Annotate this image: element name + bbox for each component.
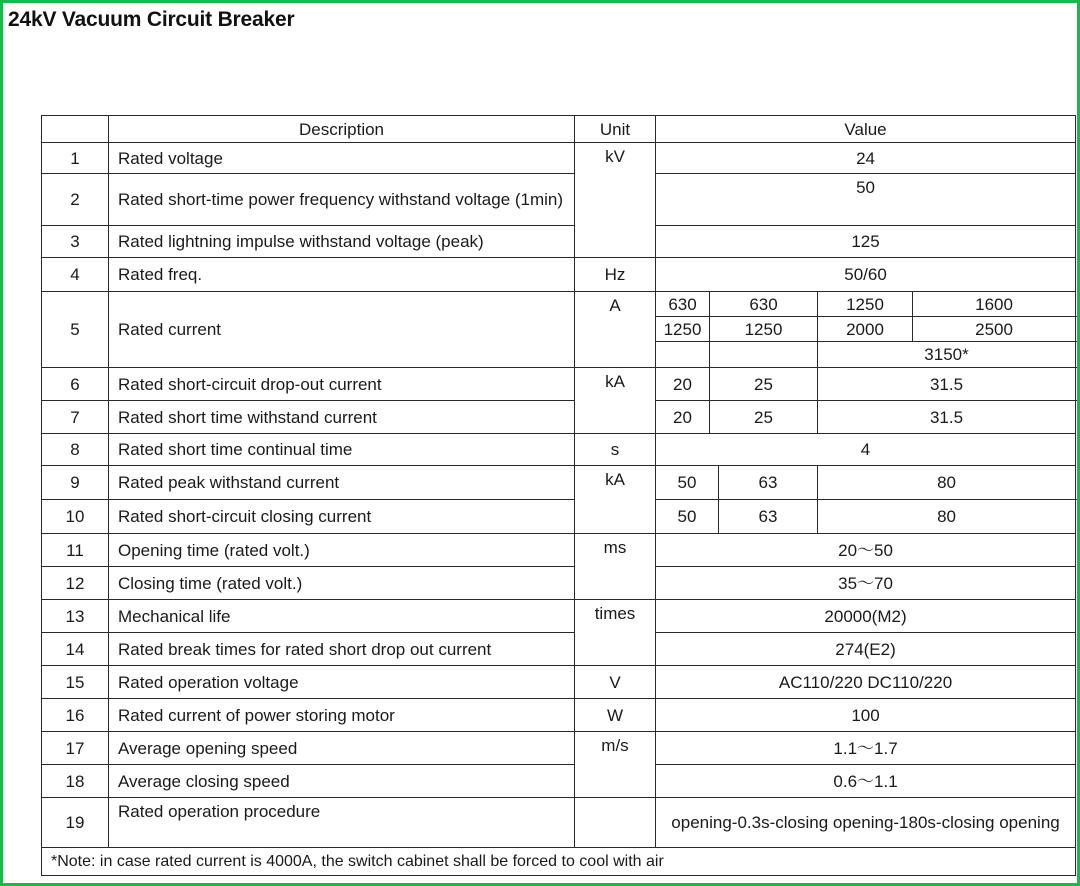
row-number: 15 (42, 666, 109, 699)
table-row (42, 534, 1076, 567)
table-row (42, 600, 1076, 633)
table-row (42, 633, 1076, 666)
row-number: 17 (42, 732, 109, 765)
row-description: Average closing speed (109, 765, 575, 798)
row-unit: W (575, 699, 656, 732)
row-number: 6 (42, 368, 109, 401)
table-row (42, 292, 1076, 317)
row-value: 50 (656, 466, 719, 500)
table-row (42, 567, 1076, 600)
row-value: 31.5 (818, 368, 1076, 401)
row-unit: times (575, 600, 656, 666)
row-number: 9 (42, 466, 109, 500)
row-value: 25 (710, 368, 818, 401)
row-unit: Hz (575, 258, 656, 292)
row-value: 80 (818, 500, 1076, 534)
row-description: Rated short-circuit drop-out current (109, 368, 575, 401)
row-description: Rated peak withstand current (109, 466, 575, 500)
row-number: 14 (42, 633, 109, 666)
table-note-row (42, 848, 1076, 876)
row-unit: s (575, 434, 656, 466)
rated-current-value: 1600 (913, 292, 1076, 317)
row-value: 50 (656, 500, 719, 534)
table-row (42, 732, 1076, 765)
row-value: opening-0.3s-closing opening-180s-closing opening (656, 798, 1076, 848)
table-row (42, 699, 1076, 732)
table-row (42, 434, 1076, 466)
row-unit: kA (575, 466, 656, 534)
row-unit: V (575, 666, 656, 699)
table-row (42, 401, 1076, 434)
table-row (42, 143, 1076, 174)
row-value: 4 (656, 434, 1076, 466)
row-description: Rated voltage (109, 143, 575, 174)
table-row (42, 765, 1076, 798)
row-description: Rated lightning impulse withstand voltage (peak) (109, 226, 575, 258)
row-number: 10 (42, 500, 109, 534)
row-unit: ms (575, 534, 656, 600)
row-description: Rated current of power storing motor (109, 699, 575, 732)
row-number: 19 (42, 798, 109, 848)
row-unit (575, 798, 656, 848)
spec-table (41, 115, 1076, 876)
row-description: Rated operation procedure (109, 798, 575, 848)
rated-current-value: 1250 (656, 317, 710, 342)
row-unit: kA (575, 368, 656, 434)
table-row (42, 368, 1076, 401)
row-value: 125 (656, 226, 1076, 258)
rated-current-value: 3150* (818, 342, 1076, 368)
table-row (42, 666, 1076, 699)
table-row (42, 174, 1076, 226)
row-description: Rated short-time power frequency withstand voltage (1min) (109, 174, 575, 226)
row-number: 11 (42, 534, 109, 567)
header-value: Value (656, 116, 1076, 143)
row-number: 13 (42, 600, 109, 633)
row-value: 80 (818, 466, 1076, 500)
rated-current-value: 1250 (710, 317, 818, 342)
rated-current-value: 630 (710, 292, 818, 317)
empty-cell (656, 342, 710, 368)
row-description: Average opening speed (109, 732, 575, 765)
row-value: 100 (656, 699, 1076, 732)
header-no (42, 116, 109, 143)
table-row (42, 258, 1076, 292)
rated-current-value: 630 (656, 292, 710, 317)
header-unit: Unit (575, 116, 656, 143)
rated-current-value: 2000 (818, 317, 913, 342)
row-number: 7 (42, 401, 109, 434)
row-value: 50/60 (656, 258, 1076, 292)
row-value: 20～50 (656, 534, 1076, 567)
row-number: 2 (42, 174, 109, 226)
row-number: 16 (42, 699, 109, 732)
row-unit: A (575, 292, 656, 368)
row-description: Rated current (109, 292, 575, 368)
row-number: 18 (42, 765, 109, 798)
row-unit: kV (575, 143, 656, 258)
row-description: Rated short time withstand current (109, 401, 575, 434)
footnote: *Note: in case rated current is 4000A, the switch cabinet shall be forced to cool with air (42, 848, 1076, 876)
row-value: 1.1～1.7 (656, 732, 1076, 765)
row-value: 31.5 (818, 401, 1076, 434)
row-value: 20 (656, 368, 710, 401)
table-row (42, 466, 1076, 500)
row-value: 20 (656, 401, 710, 434)
row-value: 35～70 (656, 567, 1076, 600)
row-value: 20000(M2) (656, 600, 1076, 633)
row-number: 3 (42, 226, 109, 258)
row-number: 5 (42, 292, 109, 368)
table-row (42, 226, 1076, 258)
empty-cell (710, 342, 818, 368)
row-description: Rated operation voltage (109, 666, 575, 699)
row-description: Rated freq. (109, 258, 575, 292)
row-description: Rated break times for rated short drop out current (109, 633, 575, 666)
table-row (42, 500, 1076, 534)
table-header-row (42, 116, 1076, 143)
page-title: 24kV Vacuum Circuit Breaker (8, 8, 295, 31)
row-value: 25 (710, 401, 818, 434)
row-value: 63 (719, 466, 818, 500)
table-row (42, 798, 1076, 848)
row-description: Opening time (rated volt.) (109, 534, 575, 567)
row-number: 4 (42, 258, 109, 292)
row-value: 24 (656, 143, 1076, 174)
row-description: Mechanical life (109, 600, 575, 633)
row-unit: m/s (575, 732, 656, 798)
header-description: Description (109, 116, 575, 143)
rated-current-value: 1250 (818, 292, 913, 317)
row-value: 50 (656, 174, 1076, 226)
row-description: Rated short-circuit closing current (109, 500, 575, 534)
rated-current-value: 2500 (913, 317, 1076, 342)
row-number: 1 (42, 143, 109, 174)
row-description: Closing time (rated volt.) (109, 567, 575, 600)
row-description: Rated short time continual time (109, 434, 575, 466)
row-number: 8 (42, 434, 109, 466)
row-value: AC110/220 DC110/220 (656, 666, 1076, 699)
row-value: 63 (719, 500, 818, 534)
row-value: 0.6～1.1 (656, 765, 1076, 798)
row-number: 12 (42, 567, 109, 600)
row-value: 274(E2) (656, 633, 1076, 666)
